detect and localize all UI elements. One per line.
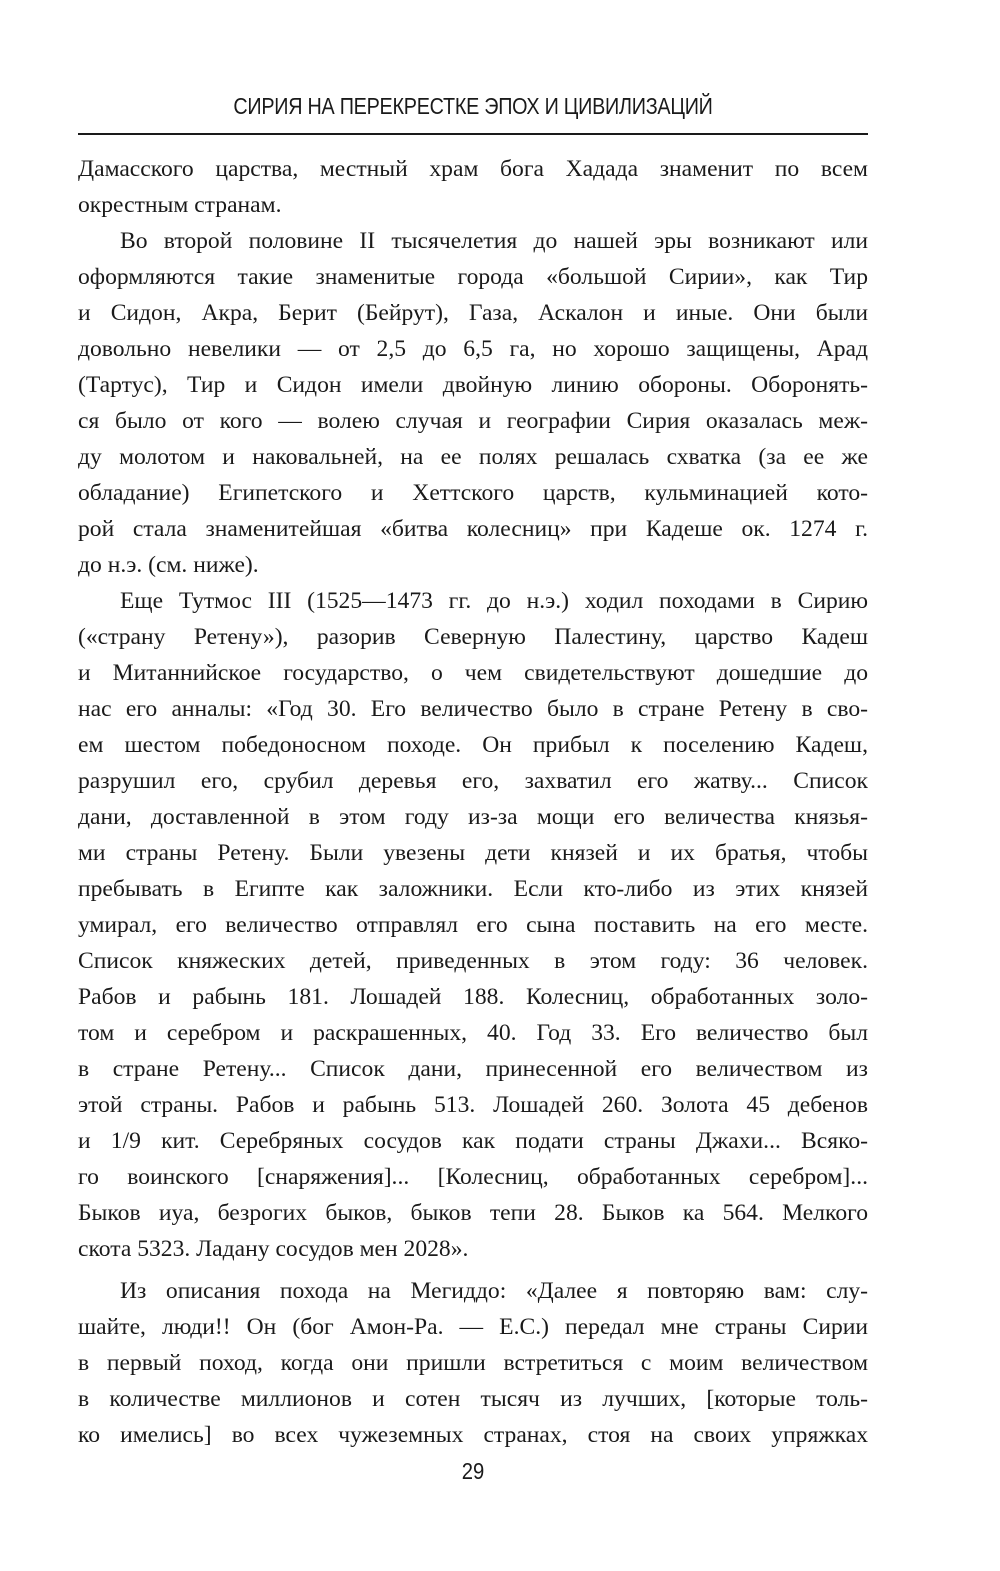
- text-line: довольно невелики — от 2,5 до 6,5 га, но хорошо защищены, Арад: [78, 336, 868, 362]
- text-line: пребывать в Египте как заложники. Если кто-либо из этих князей: [78, 876, 868, 902]
- text-line: ми страны Ретену. Были увезены дети князей и их братья, чтобы: [78, 840, 868, 866]
- book-page: [78, 0, 868, 1571]
- body-text: [78, 151, 868, 1453]
- text-line: рой стала знаменитейшая «битва колесниц» при Кадеше ок. 1274 г.: [78, 516, 868, 542]
- text-line: скота 5323. Ладану сосудов мен 2028».: [78, 1236, 469, 1262]
- running-head: СИРИЯ НА ПЕРЕКРЕСТКЕ ЭПОХ И ЦИВИЛИЗАЦИЙ: [233, 93, 713, 119]
- text-line: в стране Ретену... Список дани, принесенной его величеством из: [78, 1056, 868, 1082]
- text-line: в количестве миллионов и сотен тысяч из лучших, [которые толь-: [78, 1386, 868, 1412]
- text-line: ся было от кого — волею случая и географии Сирия оказалась меж-: [78, 408, 868, 434]
- paragraph: [78, 223, 868, 583]
- text-line: умирал, его величество отправлял его сына поставить на его месте.: [78, 912, 868, 938]
- text-line: дани, доставленной в этом году из-за мощи его величества князья-: [78, 804, 868, 830]
- text-line: Дамасского царства, местный храм бога Хадада знаменит по всем: [78, 156, 868, 182]
- paragraph: [78, 1273, 868, 1453]
- text-line: окрестным странам.: [78, 192, 282, 218]
- text-line: разрушил его, срубил деревья его, захватил его жатву... Список: [78, 768, 868, 794]
- text-line: том и серебром и раскрашенных, 40. Год 33. Его величество был: [78, 1020, 868, 1046]
- text-line: оформляются такие знаменитые города «большой Сирии», как Тир: [78, 264, 868, 290]
- text-line: и Митаннийское государство, о чем свидетельствуют дошедшие до: [78, 660, 868, 686]
- text-line: Еще Тутмос III (1525—1473 гг. до н.э.) ходил походами в Сирию: [120, 588, 868, 614]
- paragraph: [78, 583, 868, 1267]
- text-line: (Тартус), Тир и Сидон имели двойную линию обороны. Оборонять-: [78, 372, 868, 398]
- text-line: Рабов и рабынь 181. Лошадей 188. Колесниц, обработанных золо-: [78, 984, 868, 1010]
- text-line: ем шестом победоносном походе. Он прибыл к поселению Кадеш,: [78, 732, 868, 758]
- text-line: в первый поход, когда они пришли встретиться с моим величеством: [78, 1350, 868, 1376]
- text-line: Список княжеских детей, приведенных в этом году: 36 человек.: [78, 948, 868, 974]
- text-line: шайте, люди!! Он (бог Амон-Ра. — Е.С.) передал мне страны Сирии: [78, 1314, 868, 1340]
- text-line: до н.э. (см. ниже).: [78, 552, 259, 578]
- text-line: обладание) Египетского и Хеттского царств, кульминацией кото-: [78, 480, 868, 506]
- text-line: Во второй половине II тысячелетия до нашей эры возникают или: [120, 228, 868, 254]
- header-rule: [78, 133, 868, 135]
- text-line: этой страны. Рабов и рабынь 513. Лошадей 260. Золота 45 дебенов: [78, 1092, 868, 1118]
- text-line: ду молотом и наковальней, на ее полях решалась схватка (за ее же: [78, 444, 868, 470]
- text-line: ко имелись] во всех чужеземных странах, стоя на своих упряжках: [78, 1422, 868, 1448]
- page-number: 29: [461, 1458, 485, 1484]
- text-line: Быков иуа, безрогих быков, быков тепи 28. Быков ка 564. Мелкого: [78, 1200, 868, 1226]
- text-line: и 1/9 кит. Серебряных сосудов как подати страны Джахи... Всяко-: [78, 1128, 868, 1154]
- text-line: нас его анналы: «Год 30. Его величество было в стране Ретену в сво-: [78, 696, 868, 722]
- text-line: Из описания похода на Мегиддо: «Далее я повторяю вам: слу-: [120, 1278, 868, 1304]
- text-line: го воинского [снаряжения]... [Колесниц, обработанных серебром]...: [78, 1164, 868, 1190]
- text-line: и Сидон, Акра, Берит (Бейрут), Газа, Аскалон и иные. Они были: [78, 300, 868, 326]
- paragraph: [78, 151, 868, 223]
- text-line: («страну Ретену»), разорив Северную Палестину, царство Кадеш: [78, 624, 868, 650]
